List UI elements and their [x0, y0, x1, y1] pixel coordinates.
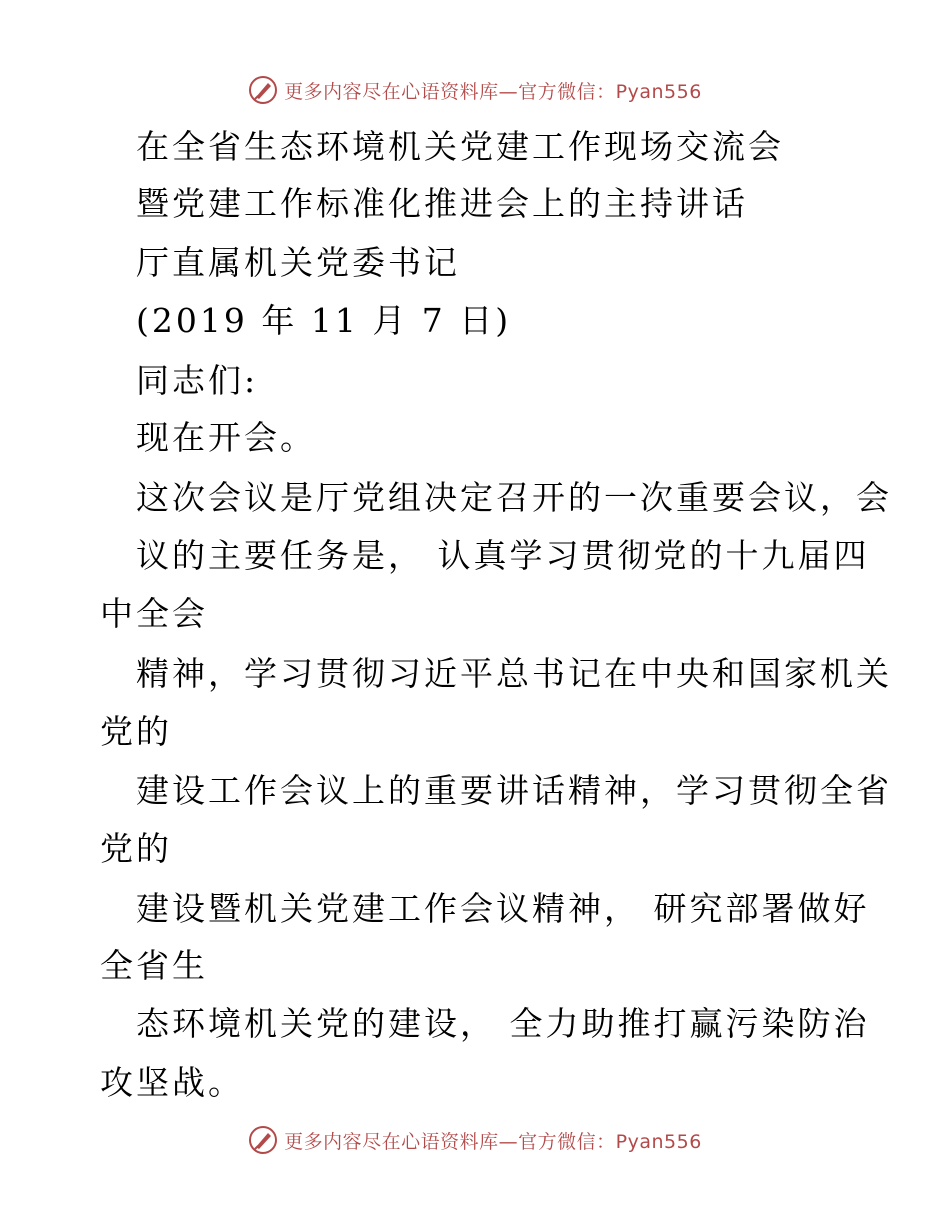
speaker-title: 厅直属机关党委书记: [136, 243, 460, 282]
body-line: 建设工作会议上的重要讲话精神，学习贯彻全省: [136, 771, 892, 810]
body-line: 议的主要任务是， 认真学习贯彻党的十九届四: [136, 536, 870, 575]
watermark-text: 更多内容尽在心语资料库—官方微信：Pyan556: [284, 80, 702, 103]
quill-pen-logo-icon: [248, 1125, 278, 1155]
body-line: 态环境机关党的建设， 全力助推打赢污染防治: [136, 1004, 870, 1043]
greeting: 同志们:: [136, 361, 259, 400]
document-title-line-1: 在全省生态环境机关党建工作现场交流会: [136, 127, 784, 166]
speech-date: (2019 年 11 月 7 日): [136, 301, 512, 340]
body-line: 全省生: [100, 946, 208, 985]
body-line: 攻坚战。: [100, 1063, 244, 1102]
footer-watermark-banner: [0, 1120, 950, 1160]
quill-pen-logo-icon: [248, 75, 278, 105]
header-watermark-banner: [0, 70, 950, 110]
body-line: 精神，学习贯彻习近平总书记在中央和国家机关: [136, 654, 892, 693]
body-line: 建设暨机关党建工作会议精神， 研究部署做好: [136, 889, 870, 928]
watermark-text: 更多内容尽在心语资料库—官方微信：Pyan556: [284, 1130, 702, 1153]
body-line: 这次会议是厅党组决定召开的一次重要会议，会: [136, 478, 892, 517]
body-line: 党的: [100, 712, 172, 751]
opening-sentence: 现在开会。: [136, 418, 316, 457]
body-line: 中全会: [100, 594, 208, 633]
document-title-line-2: 暨党建工作标准化推进会上的主持讲话: [136, 184, 748, 223]
body-line: 党的: [100, 829, 172, 868]
